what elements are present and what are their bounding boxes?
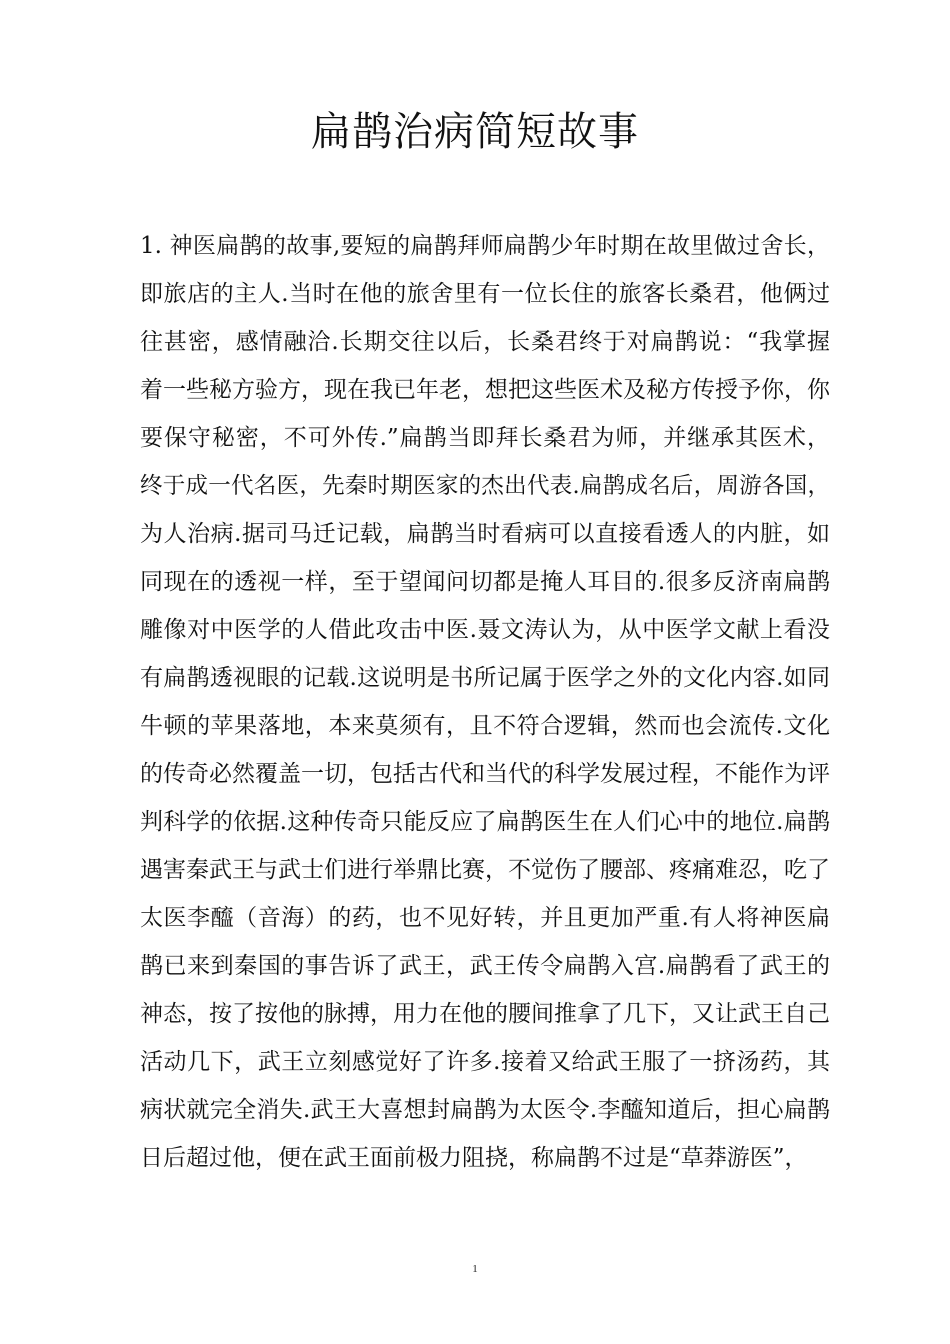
text-line: 着一些秘方验方，现在我已年老，想把这些医术及秘方传授予你，你 [140,377,830,403]
text-line: 1. 神医扁鹊的故事,要短的扁鹊拜师扁鹊少年时期在故里做过舍长， [140,233,830,259]
text-line: 的传奇必然覆盖一切，包括古代和当代的科学发展过程，不能作为评 [140,761,830,787]
text-line: 活动几下，武王立刻感觉好了许多.接着又给武王服了一挤汤药，其 [140,1049,830,1075]
text-line: 同现在的透视一样，至于望闻问切都是掩人耳目的.很多反济南扁鹊 [140,569,830,595]
text-line: 往甚密，感情融洽.长期交往以后，长桑君终于对扁鹊说：“我掌握 [140,329,830,355]
text-line: 有扁鹊透视眼的记载.这说明是书所记属于医学之外的文化内容.如同 [140,665,830,691]
text-line: 牛顿的苹果落地，本来莫须有，且不符合逻辑，然而也会流传.文化 [140,713,830,739]
body-paragraph [140,228,830,1188]
text-line: 雕像对中医学的人借此攻击中医.聂文涛认为，从中医学文献上看没 [140,617,830,643]
text-line: 即旅店的主人.当时在他的旅舍里有一位长住的旅客长桑君，他俩过 [140,281,830,307]
page-number: 1 [472,1263,478,1275]
text-line: 为人治病.据司马迁记载，扁鹊当时看病可以直接看透人的内脏，如 [140,521,830,547]
text-line: 鹊已来到秦国的事告诉了武王，武王传令扁鹊入宫.扁鹊看了武王的 [140,953,830,979]
text-line: 遇害秦武王与武士们进行举鼎比赛，不觉伤了腰部、疼痛难忍，吃了 [140,857,830,883]
document-title: 扁鹊治病简短故事 [311,109,639,155]
text-line: 日后超过他，便在武王面前极力阻挠，称扁鹊不过是“草莽游医”， [140,1145,808,1171]
text-line: 病状就完全消失.武王大喜想封扁鹊为太医令.李醯知道后，担心扁鹊 [140,1097,830,1123]
text-line: 太医李醯（音海）的药，也不见好转，并且更加严重.有人将神医扁 [140,905,830,931]
text-line: 神态，按了按他的脉搏，用力在他的腰间推拿了几下，又让武王自己 [140,1001,830,1027]
text-line: 判科学的依据.这种传奇只能反应了扁鹊医生在人们心中的地位.扁鹊 [140,809,830,835]
text-line: 要保守秘密，不可外传.”扁鹊当即拜长桑君为师，并继承其医术， [140,425,830,451]
text-line: 终于成一代名医，先秦时期医家的杰出代表.扁鹊成名后，周游各国， [140,473,830,499]
